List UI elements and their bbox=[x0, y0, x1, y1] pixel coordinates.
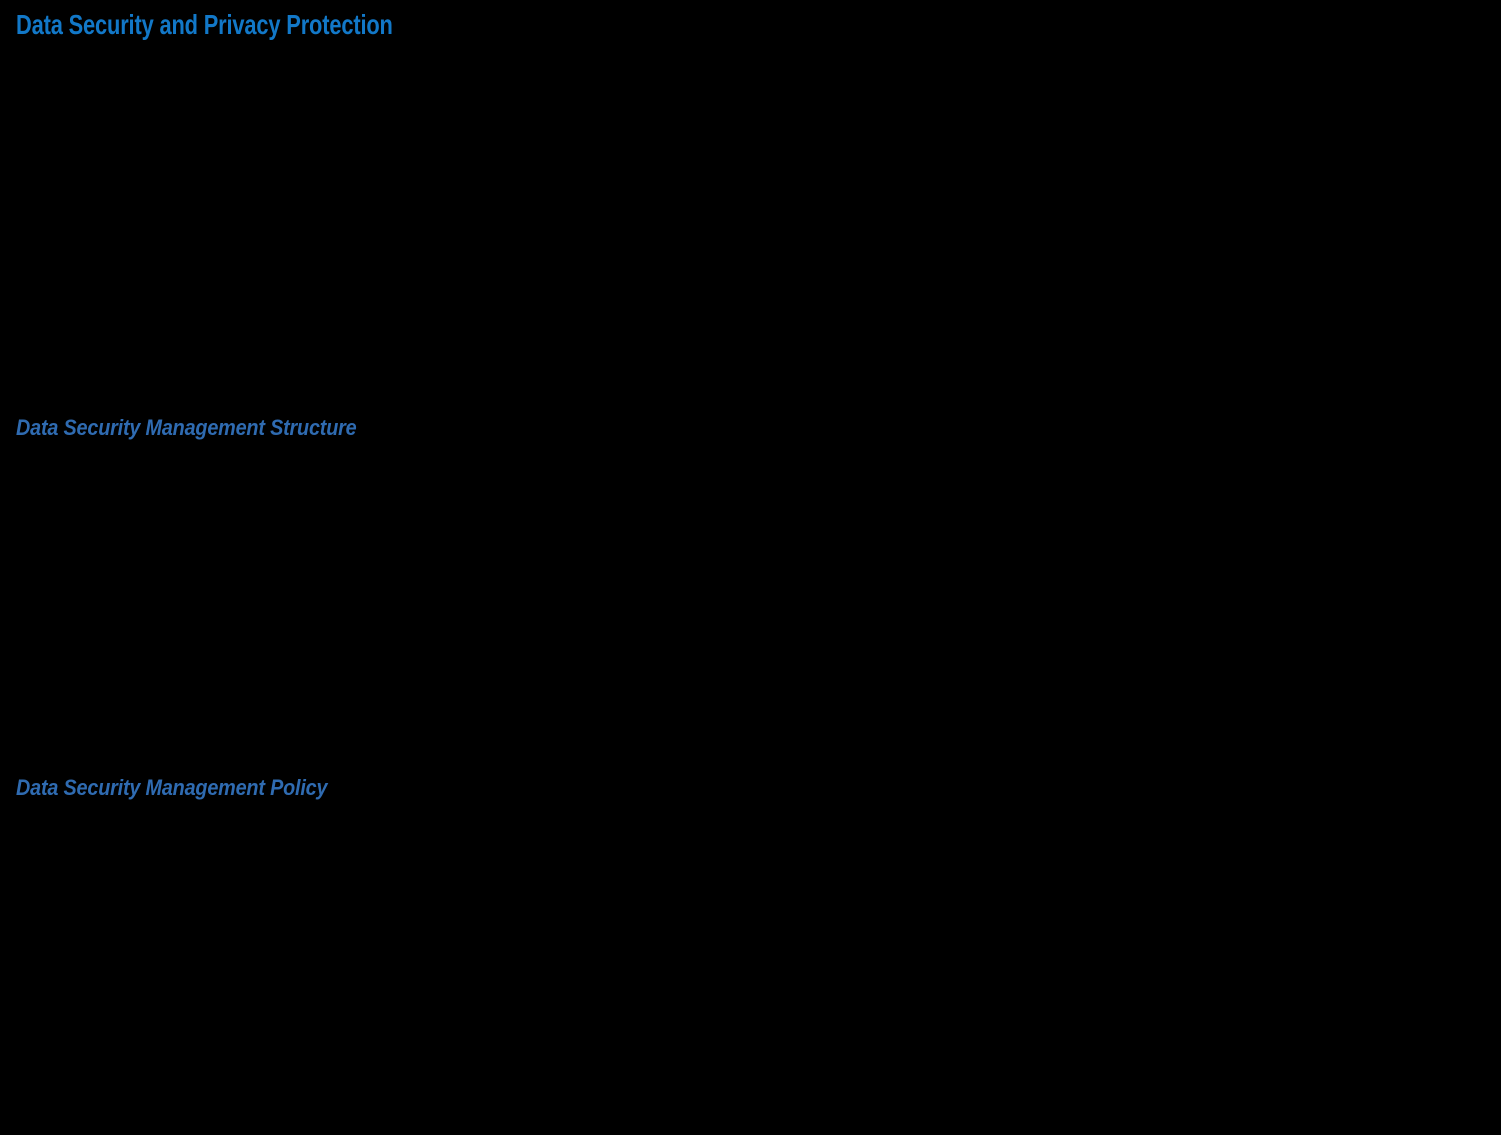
section-heading-structure: Data Security Management Structure bbox=[16, 415, 357, 440]
page-title: Data Security and Privacy Protection bbox=[16, 9, 393, 40]
section-heading-policy: Data Security Management Policy bbox=[16, 775, 328, 800]
